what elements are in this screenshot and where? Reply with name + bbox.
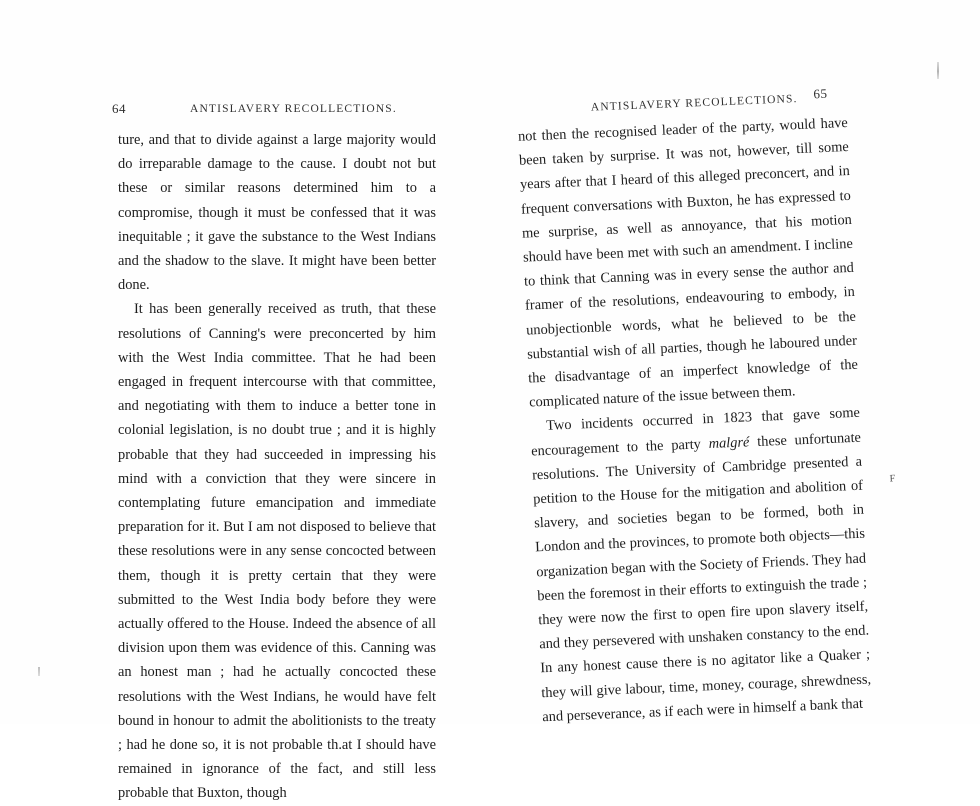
running-head-title-verso: ANTISLAVERY RECOLLECTIONS. [190, 103, 397, 115]
scan-speck-artifact [38, 667, 40, 676]
folio-number-verso: 64 [112, 101, 126, 116]
paragraph-text-after-italic: these unfortunate resolutions. The University of Cambridge presented a petition to the House for the mitigation and abolition of slavery, and societies began to be formed, both in London and the provinces, to promote both objects—this organization began with the Society of Friends. They had been the foremost in their efforts to extinguish the trade ; they were now the first to open fire upon slavery itself, and they persevered with unshaken constancy to the end. In any honest cause there is no agitator like a Quaker ; they will give labour, time, money, courage, shrewdness, and perseverance, as if each were in himself a bank that [531, 429, 872, 726]
page-verso [0, 0, 490, 802]
paragraph-text-before-italic: Two incidents occurred in 1823 that gave some encouragement to the party [530, 405, 861, 460]
running-head-recto [480, 80, 970, 121]
page-recto-leaf [476, 0, 980, 728]
running-head-verso [0, 101, 490, 121]
page-verso-leaf [0, 0, 490, 802]
folio-number-recto: 65 [813, 85, 828, 102]
italic-phrase-malgre: malgré [708, 433, 750, 452]
scan-speck-artifact [937, 62, 939, 79]
page-recto [490, 0, 980, 724]
paragraph: not then the recognised leader of the party, would have been taken by surprise. It was not, however, till some years after that I heard of this alleged preconcert, and in frequent conversations with Buxton, he has expressed to me surprise, as well as annoyance, that his motion should have been met with such an amendment. I incline to think that Canning was in every sense the author and framer of the resolutions, endeavouring to embody, in unobjectionble words, what he believed to be the substantial wish of all parties, though he laboured under the disadvantage of an imperfect knowledge of the complicated nature of the issue between them. [517, 114, 859, 411]
body-text-verso [118, 128, 436, 806]
paragraph: It has been generally received as truth, that these resolutions of Canning's were preconcerted by him with the West India committee. That he had been engaged in frequent intercourse with that committee, and negotiating with them to induce a better tone in colonial legislation, is no doubt true ; and it is highly probable that they had succeeded in impressing his mind with a conviction that they were sincere in contemplating future emancipation and immediate preparation for it. But I am not disposed to believe that these resolutions were in any sense concocted between them, though it is pretty certain that they were submitted to the West India body before they were actually offered to the House. Indeed the absence of all division upon them was evidence of this. Canning was an honest man ; had he actually concocted these resolutions with the West Indians, he would have felt bound in honour to admit the abolitionists to the treaty ; had he done so, it is not probable th.at I should have remained in ignorance of the fact, and still less probable that Buxton, though [118, 301, 436, 802]
paragraph [530, 401, 873, 729]
running-head-title-recto: ANTISLAVERY RECOLLECTIONS. [590, 93, 798, 114]
paragraph: ture, and that to divide against a large majority would do irreparable damage to the cause. I doubt not but these or similar reasons determined him to a compromise, though it must be confessed that it was inequitable ; it gave the substance to the West Indians and the shadow to the slave. It might have been better done. [118, 132, 436, 294]
body-text-recto [518, 111, 873, 729]
signature-mark: F [889, 473, 896, 485]
